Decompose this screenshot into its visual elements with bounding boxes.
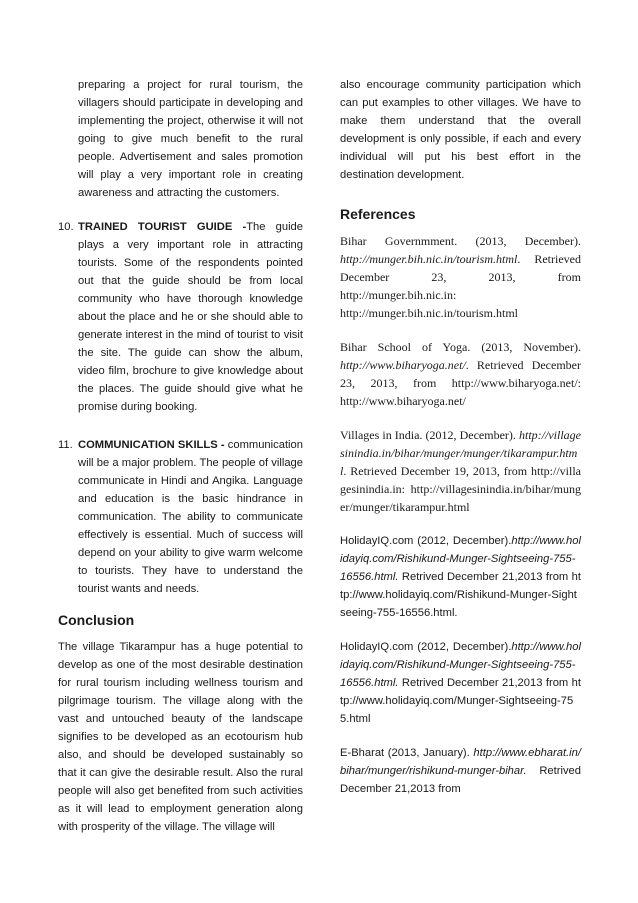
right-column bbox=[340, 76, 581, 798]
reference-url: http://www.holidayiq.com/Rishikund-Munger-Sightseeing-755-16556.html. bbox=[340, 641, 581, 689]
list-number: 11. bbox=[58, 439, 73, 451]
reference-lead: E-Bharat (2013, January). bbox=[340, 747, 474, 759]
reference-tail: . Retrieved December 19, 2013, from http://villagesinindia.in: http://villagesinindia.in/bihar/munger/munger/tikarampur.html bbox=[340, 464, 581, 514]
list-item-trained-tourist-guide bbox=[58, 218, 303, 416]
reference-url: http://www.biharyoga.net/ bbox=[340, 358, 466, 372]
reference-entry bbox=[340, 744, 581, 798]
list-number: 10. bbox=[58, 221, 74, 233]
reference-tail: Retrived December 21,2013 from bbox=[340, 765, 581, 795]
reference-lead: Villages in India. (2012, December). bbox=[340, 428, 519, 442]
list-item-text: The guide plays a very important role in attracting tourists. Some of the respondents pointed out that the guide should be from local community who have thorough knowledge about the place and he or she should able to generate interest in the mind of tourist to visit the site. The guide can show the album, video film, brochure to give knowledge about the places. The guide should give what he promise during booking. bbox=[78, 221, 303, 413]
reference-url: http://www.holidayiq.com/Rishikund-Munger-Sightseeing-755-16556.html. bbox=[340, 535, 581, 583]
reference-tail: Retrived December 21,2013 from http://www.holidayiq.com/Munger-Sightseeing-755.html bbox=[340, 677, 581, 725]
reference-lead: Bihar Governmment. (2013, December). bbox=[340, 234, 581, 248]
reference-lead: HolidayIQ.com (2012, December). bbox=[340, 641, 512, 653]
reference-url: http://munger.bih.nic.in/tourism.html bbox=[340, 252, 518, 266]
list-item-text: communication will be a major problem. The people of village communicate in Hindi and Angika. Language and education is the basic hindrance in communication. The ability to communicate effectively is essential. Much of success will depend on your ability to give warm welcome to tourists. They have to understand the tourist wants and needs. bbox=[78, 439, 303, 595]
reference-entry bbox=[340, 338, 581, 410]
list-item-communication-skills bbox=[58, 436, 303, 598]
reference-lead: HolidayIQ.com (2012, December). bbox=[340, 535, 512, 547]
left-column bbox=[58, 76, 303, 836]
reference-lead: Bihar School of Yoga. (2013, November). bbox=[340, 340, 581, 354]
reference-tail: . Retrieved December 23, 2013, from http://munger.bih.nic.in: http://munger.bih.nic.in/tourism.html bbox=[340, 252, 581, 320]
reference-entry bbox=[340, 532, 581, 622]
references-heading: References bbox=[340, 206, 416, 222]
conclusion-paragraph: The village Tikarampur has a huge potential to develop as one of the most desirable destination for rural tourism including wellness tourism and pilgrimage tourism. The village along with the vast and untouched beauty of the landscape signifies to be developed as an ecotourism hub also, and should be developed sustainably so that it can give the desirable result. Also the rural people will also get benefited from such activities as it will lead to employment generation along with prosperity of the village. The village will bbox=[58, 641, 303, 833]
reference-entry bbox=[340, 426, 581, 516]
conclusion-heading: Conclusion bbox=[58, 612, 135, 628]
list-item-heading: TRAINED TOURIST GUIDE - bbox=[78, 221, 247, 233]
continued-paragraph: preparing a project for rural tourism, the villagers should participate in developing and implementing the project, otherwise it will not going to give much benefit to the rural people. Advertisement and sales promotion will play a very important role in creating awareness and attracting the customers. bbox=[78, 79, 303, 199]
reference-entry bbox=[340, 232, 581, 322]
reference-tail: Retrived December 21,2013 from http://www.holidayiq.com/Rishikund-Munger-Sightseeing-755-16556.html. bbox=[340, 571, 581, 619]
list-item-heading: COMMUNICATION SKILLS - bbox=[78, 439, 225, 451]
continued-paragraph: also encourage community participation which can put examples to other villages. We have to make them understand that the overall development is only possible, if each and every individual will put his best effort in the destination development. bbox=[340, 79, 581, 181]
reference-url: http://villagesinindia.in/bihar/munger/munger/tikarampur.html bbox=[340, 428, 581, 478]
reference-tail: . Retrieved December 23, 2013, from http://www.biharyoga.net/: http://www.biharyoga.net/ bbox=[340, 358, 581, 408]
reference-url: http://www.ebharat.in/bihar/munger/rishikund-munger-bihar. bbox=[340, 747, 581, 777]
reference-entry bbox=[340, 638, 581, 728]
